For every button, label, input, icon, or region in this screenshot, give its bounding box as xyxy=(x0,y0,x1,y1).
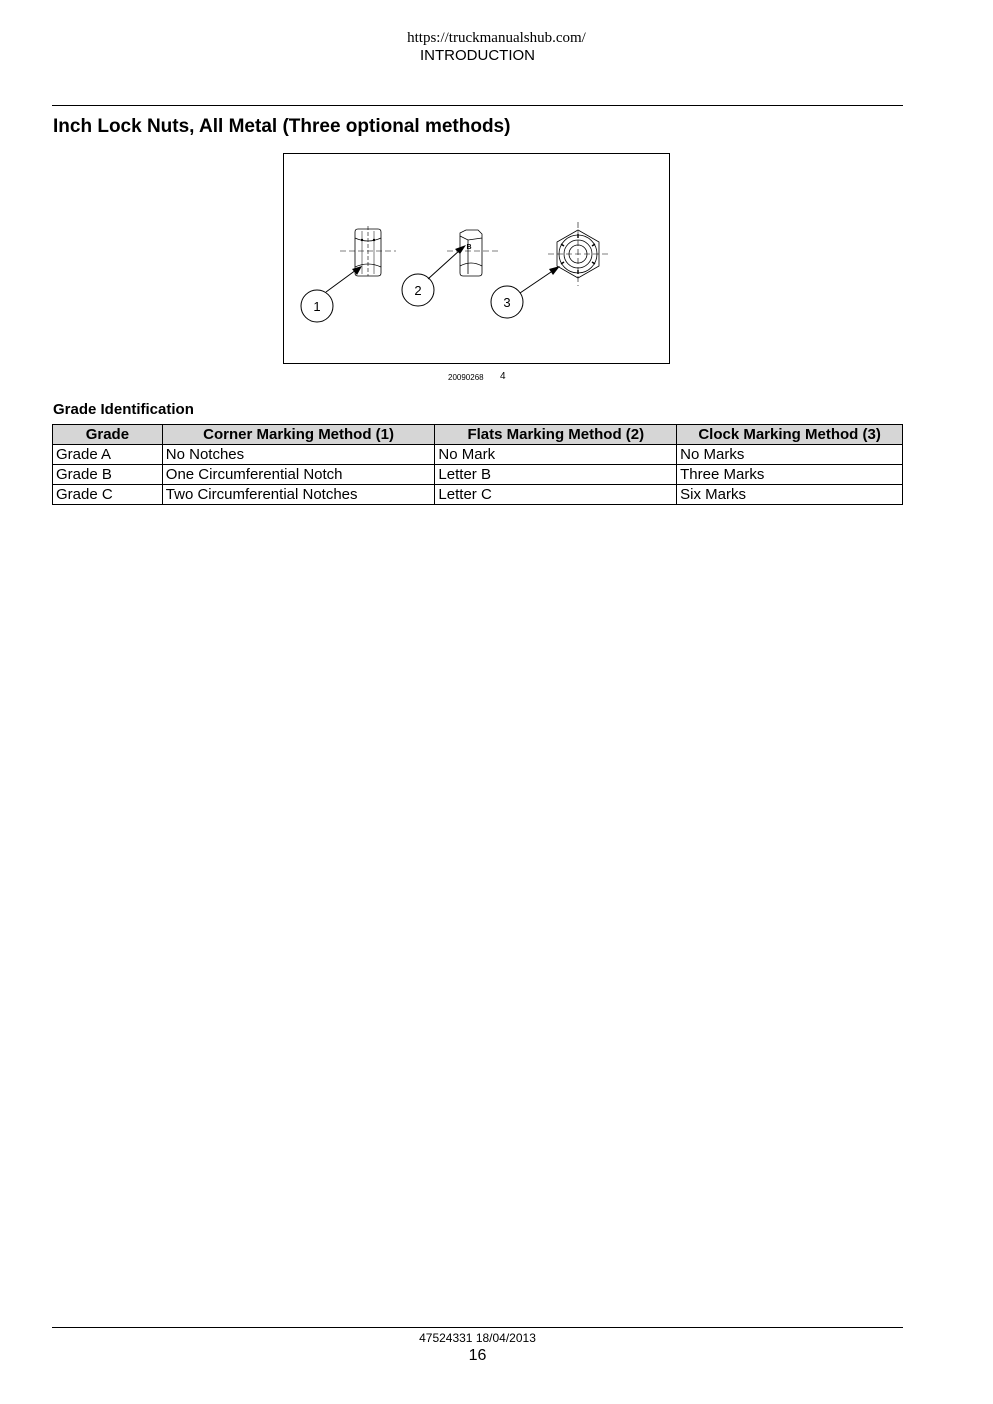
column-header-grade: Grade xyxy=(53,425,163,445)
page-number: 16 xyxy=(468,1347,487,1364)
figure-number: 4 xyxy=(500,371,506,382)
section-name: INTRODUCTION xyxy=(420,47,535,64)
corner-marking-nut xyxy=(340,226,396,276)
figure-image-id: 20090268 xyxy=(448,373,484,382)
column-header-corner-marking: Corner Marking Method (1) xyxy=(162,425,435,445)
table-cell: Letter C xyxy=(435,485,677,505)
callout-label-2: 2 xyxy=(414,283,422,298)
table-cell: One Circumferential Notch xyxy=(162,465,435,485)
table-cell: Letter B xyxy=(435,465,677,485)
column-header-clock-marking: Clock Marking Method (3) xyxy=(677,425,903,445)
column-header-flats-marking: Flats Marking Method (2) xyxy=(435,425,677,445)
table-row xyxy=(53,465,903,485)
table-header-row xyxy=(53,425,903,445)
table-cell: No Mark xyxy=(435,445,677,465)
arrow-head-1 xyxy=(352,266,362,275)
lock-nut-figure xyxy=(283,153,670,364)
arrow-head-3 xyxy=(549,266,560,275)
table-cell: No Notches xyxy=(162,445,435,465)
callout-label-3: 3 xyxy=(503,295,511,310)
table-cell: Grade A xyxy=(53,445,163,465)
clock-marking-nut xyxy=(548,222,609,286)
table-cell: Three Marks xyxy=(677,465,903,485)
callout-label-1: 1 xyxy=(313,299,321,314)
flat-letter-mark: B xyxy=(466,244,472,251)
table-cell: Grade B xyxy=(53,465,163,485)
page-title: Inch Lock Nuts, All Metal (Three optional methods) xyxy=(53,116,511,137)
source-url: https://truckmanualshub.com/ xyxy=(407,30,586,46)
grade-identification-table xyxy=(52,424,903,505)
flats-marking-nut xyxy=(447,230,498,276)
table-cell: No Marks xyxy=(677,445,903,465)
table-cell: Two Circumferential Notches xyxy=(162,485,435,505)
document-reference: 47524331 18/04/2013 xyxy=(419,1331,536,1345)
table-cell: Six Marks xyxy=(677,485,903,505)
table-row xyxy=(53,485,903,505)
table-row xyxy=(53,445,903,465)
top-divider xyxy=(52,105,903,106)
table-title: Grade Identification xyxy=(53,401,194,418)
bottom-divider xyxy=(52,1327,903,1328)
table-cell: Grade C xyxy=(53,485,163,505)
lock-nut-drawing xyxy=(284,154,671,365)
